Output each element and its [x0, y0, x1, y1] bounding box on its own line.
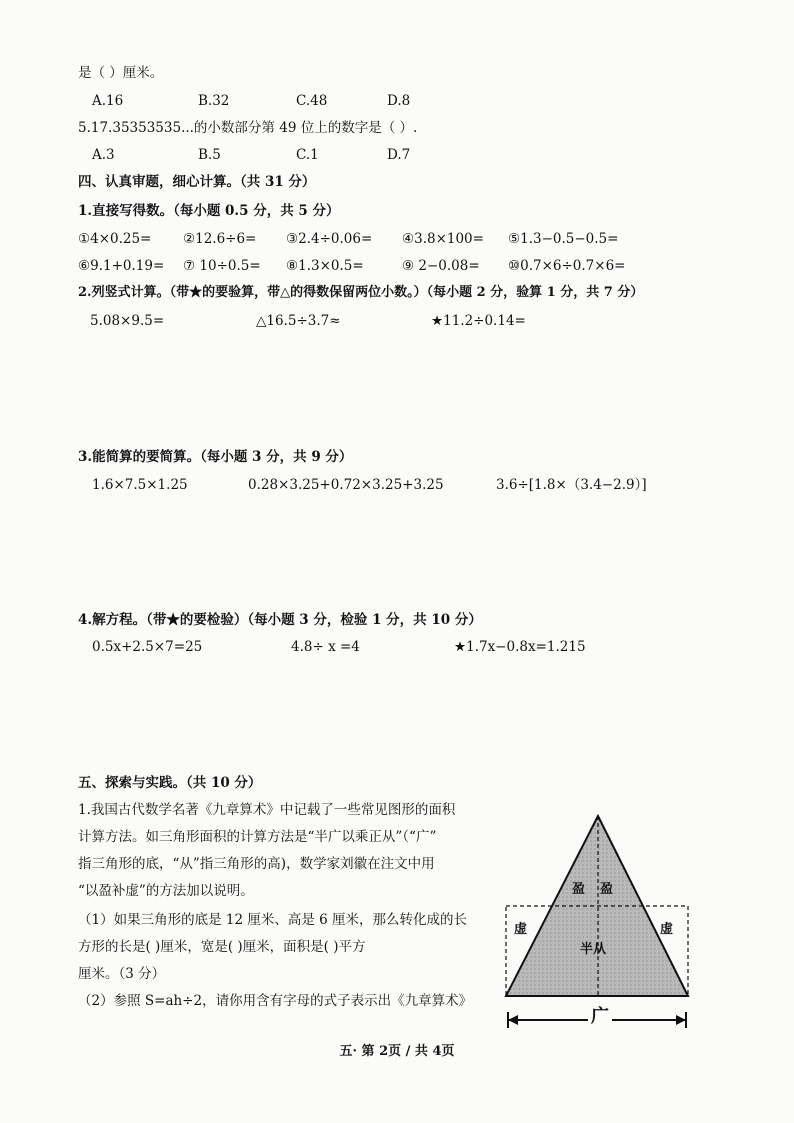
label-ban-cong: 半从 — [580, 942, 607, 957]
q5-option-a: A.3 — [92, 147, 115, 163]
section5-title: 五、探索与实践。（共 10 分） — [78, 775, 262, 791]
oral-item-7: ⑦ 10÷0.5= — [183, 258, 261, 274]
part4-title: 4.解方程。（带★的要检验）（每小题 3 分，检验 1 分，共 10 分） — [78, 612, 482, 628]
oral-item-2: ②12.6÷6= — [183, 231, 257, 247]
label-guang: 广 — [588, 1002, 612, 1028]
section4-title: 四、认真审题，细心计算。（共 31 分） — [78, 174, 316, 190]
oral-item-1: ①4×0.25= — [78, 231, 152, 247]
q5-option-b: B.5 — [198, 147, 221, 163]
part2-title: 2.列竖式计算。（带★的要验算，带△的得数保留两位小数。）（每小题 2 分，验算 1 分，共 7 分） — [78, 285, 644, 300]
oral-item-8: ⑧1.3×0.5= — [286, 258, 364, 274]
simplify-3: 3.6÷[1.8×（3.4−2.9）] — [496, 477, 647, 493]
q4-option-b: B.32 — [198, 93, 230, 109]
label-ying-right: 盈 — [600, 882, 614, 897]
oral-item-10: ⑩0.7×6÷0.7×6= — [508, 258, 626, 274]
part1-title: 1.直接写得数。（每小题 0.5 分，共 5 分） — [78, 203, 340, 219]
part3-title: 3.能简算的要简算。（每小题 3 分，共 9 分） — [78, 449, 353, 465]
triangle-figure — [498, 808, 698, 1038]
equation-3: ★1.7x−0.8x=1.215 — [454, 639, 586, 655]
q4-option-a: A.16 — [92, 93, 124, 109]
q4-option-c: C.48 — [296, 93, 328, 109]
arrow-right-head — [676, 1015, 686, 1025]
simplify-1: 1.6×7.5×1.25 — [92, 477, 188, 493]
label-xu-left: 虚 — [514, 922, 528, 937]
s5-line-5: （1）如果三角形的底是 12 厘米、高是 6 厘米，那么转化成的长 — [78, 912, 468, 928]
q5-option-c: C.1 — [296, 147, 319, 163]
q4-option-d: D.8 — [387, 93, 411, 109]
s5-line-3: 指三角形的底，“从”指三角形的高)，数学家刘徽在注文中用 — [78, 856, 435, 872]
equation-1: 0.5x+2.5×7=25 — [92, 639, 203, 655]
oral-item-6: ⑥9.1+0.19= — [78, 258, 165, 274]
s5-line-6: 方形的长是( )厘米，宽是( )厘米，面积是( )平方 — [78, 939, 366, 955]
oral-item-5: ⑤1.3−0.5−0.5= — [508, 231, 619, 247]
s5-line-2: 计算方法。如三角形面积的计算方法是“半广以乘正从”（“广” — [78, 829, 437, 845]
q5-option-d: D.7 — [387, 147, 411, 163]
oral-item-4: ④3.8×100= — [402, 231, 484, 247]
oral-item-9: ⑨ 2−0.08= — [402, 258, 480, 274]
q4-stem-tail: 是（ ）厘米。 — [78, 65, 164, 81]
s5-line-4: “以盈补虚”的方法加以说明。 — [78, 883, 254, 899]
arrow-left-head — [508, 1015, 518, 1025]
s5-line-7: 厘米。（3 分） — [78, 966, 166, 982]
oral-item-3: ③2.4÷0.06= — [286, 231, 373, 247]
page-footer: 五· 第 2页 / 共 4页 — [339, 1044, 455, 1059]
vertical-calc-3: ★11.2÷0.14= — [431, 313, 526, 329]
equation-2: 4.8÷ x =4 — [291, 639, 360, 655]
vertical-calc-2: △16.5÷3.7≈ — [256, 313, 341, 329]
s5-line-1: 1.我国古代数学名著《九章算术》中记载了一些常见图形的面积 — [78, 802, 456, 818]
label-ying-left: 盈 — [572, 882, 586, 897]
vertical-calc-1: 5.08×9.5= — [90, 313, 165, 329]
label-xu-right: 虚 — [660, 922, 674, 937]
s5-line-8: （2）参照 S=ah÷2，请你用含有字母的式子表示出《九章算术》 — [78, 993, 473, 1009]
q5-stem: 5.17.35353535...的小数部分第 49 位上的数字是（ ）. — [78, 120, 418, 136]
simplify-2: 0.28×3.25+0.72×3.25+3.25 — [248, 477, 444, 493]
